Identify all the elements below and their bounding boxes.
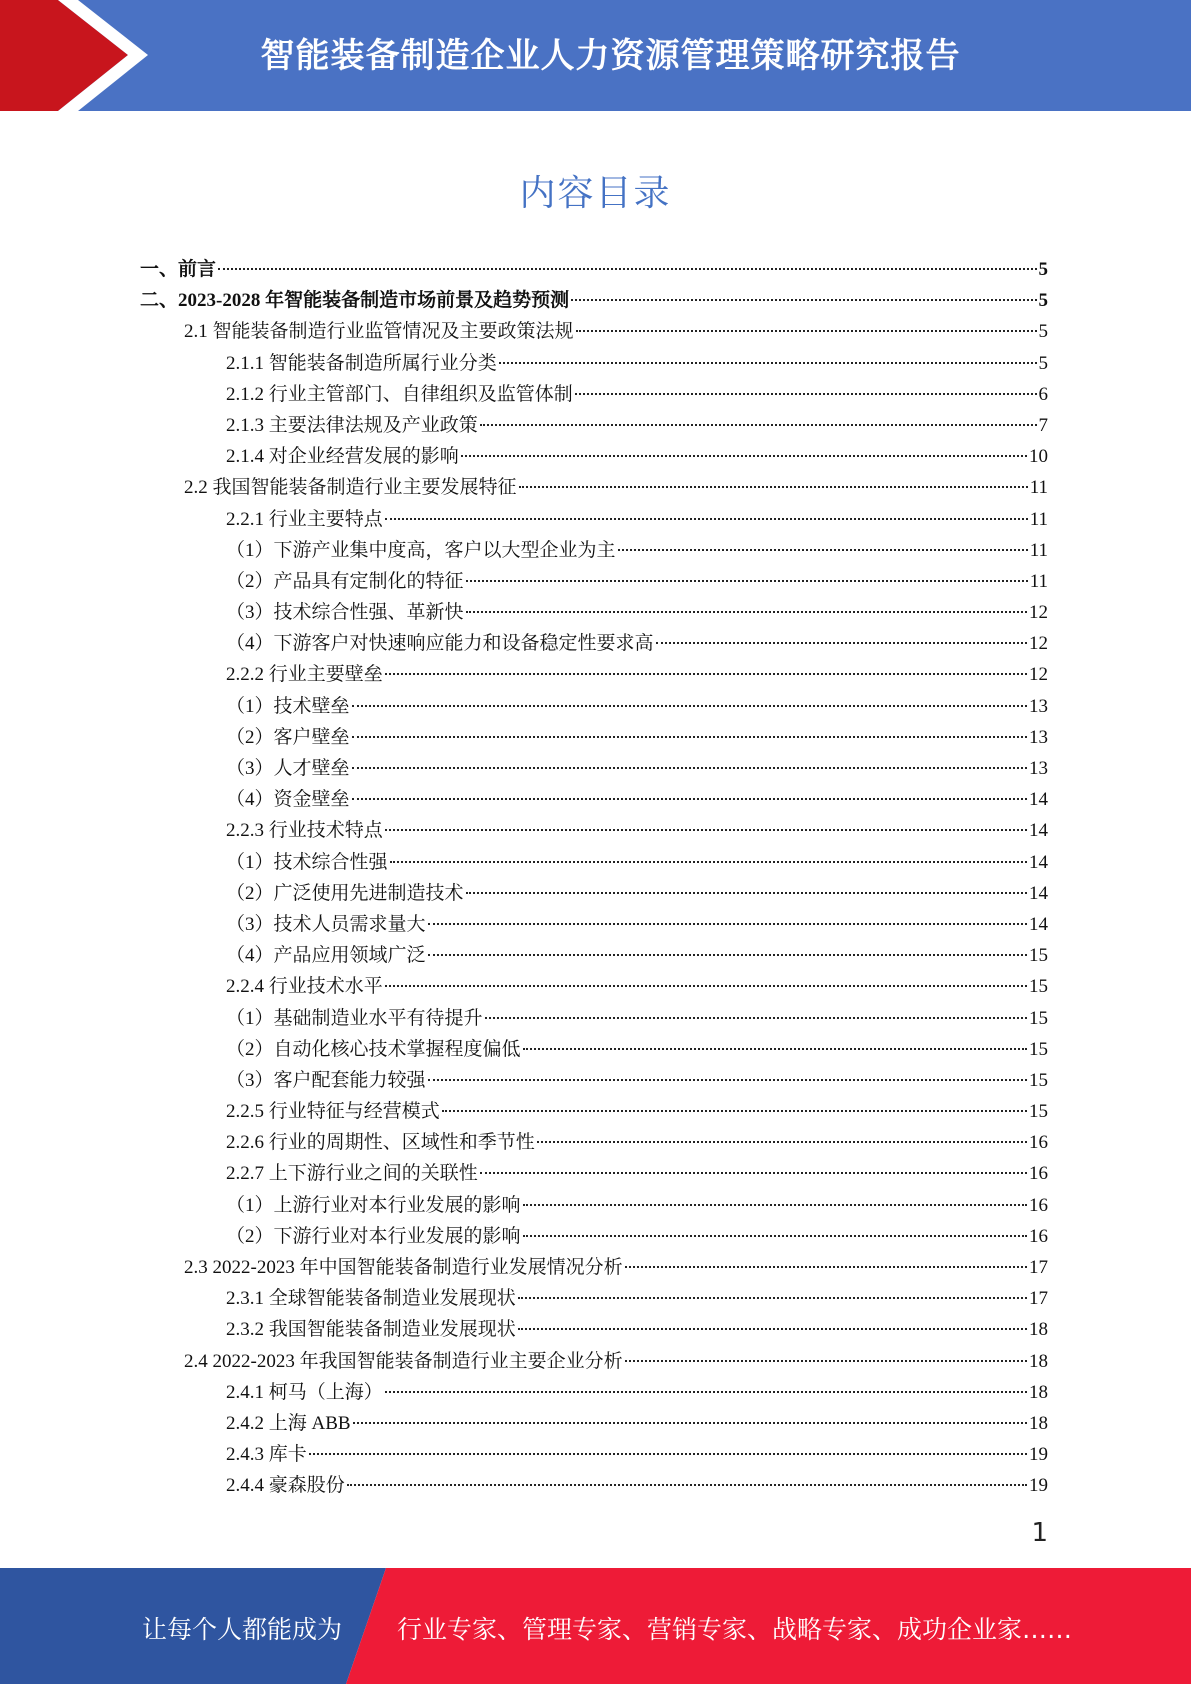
toc-entry-title: 2.3.1 全球智能装备制造业发展现状 [226, 1288, 516, 1310]
toc-dot-leader [656, 641, 1027, 644]
toc-dot-leader [466, 610, 1027, 613]
toc-entry[interactable] [140, 971, 1048, 1002]
toc-dot-leader [499, 361, 1037, 364]
toc-entry-title: 2.4.3 库卡 [226, 1444, 307, 1466]
toc-entry-page: 13 [1029, 758, 1048, 779]
toc-entry[interactable] [140, 659, 1048, 690]
toc-dot-leader [480, 423, 1037, 426]
toc-entry[interactable] [140, 1439, 1048, 1470]
toc-entry[interactable] [140, 815, 1048, 846]
table-of-contents [140, 254, 1048, 1502]
toc-entry-page: 17 [1029, 1288, 1048, 1310]
toc-entry-page: 13 [1029, 695, 1048, 717]
toc-entry-title: 2.2.3 行业技术特点 [226, 820, 383, 842]
toc-entry-title: （3）人才壁垒 [226, 758, 350, 779]
toc-entry-title: 2.1.4 对企业经营发展的影响 [226, 446, 459, 468]
toc-entry-title: 2.2 我国智能装备制造行业主要发展特征 [184, 477, 517, 499]
toc-entry[interactable] [140, 1003, 1048, 1034]
toc-entry-title: 2.2.2 行业主要壁垒 [226, 664, 383, 686]
toc-dot-leader [428, 922, 1027, 925]
toc-entry-page: 15 [1029, 976, 1048, 998]
toc-entry-title: （3）客户配套能力较强 [226, 1069, 426, 1091]
toc-entry-title: （4）产品应用领域广泛 [226, 945, 426, 967]
toc-entry[interactable] [140, 285, 1048, 316]
toc-entry-page: 18 [1029, 1319, 1048, 1341]
toc-entry-title: 一、前言 [140, 259, 217, 280]
toc-entry-title: （2）客户壁垒 [226, 726, 350, 748]
toc-entry-page: 5 [1038, 290, 1048, 312]
toc-dot-leader [485, 1016, 1027, 1019]
toc-entry[interactable] [140, 1408, 1048, 1439]
toc-entry[interactable] [140, 1470, 1048, 1501]
toc-dot-leader [309, 1452, 1027, 1455]
toc-entry[interactable] [140, 940, 1048, 971]
toc-dot-leader [218, 267, 1036, 270]
toc-dot-leader [618, 548, 1028, 551]
toc-entry-title: 2.1 智能装备制造行业监管情况及主要政策法规 [184, 321, 574, 343]
toc-entry[interactable] [140, 784, 1048, 815]
toc-dot-leader [428, 1078, 1027, 1081]
toc-entry-page: 7 [1038, 414, 1048, 436]
toc-dot-leader [385, 517, 1028, 520]
toc-dot-leader [385, 672, 1027, 675]
toc-entry[interactable] [140, 1314, 1048, 1345]
toc-entry[interactable] [140, 722, 1048, 753]
toc-dot-leader [385, 828, 1027, 831]
toc-entry[interactable] [140, 1127, 1048, 1158]
toc-entry-title: 二、2023-2028 年智能装备制造市场前景及趋势预测 [140, 290, 570, 312]
toc-dot-leader [576, 329, 1037, 332]
toc-dot-leader [428, 953, 1027, 956]
toc-entry-page: 18 [1029, 1412, 1048, 1434]
toc-entry-title: 2.4.1 柯马（上海） [226, 1381, 383, 1403]
toc-entry-title: 2.2.1 行业主要特点 [226, 508, 383, 530]
toc-entry-page: 18 [1029, 1381, 1048, 1403]
toc-entry[interactable] [140, 753, 1048, 784]
toc-entry[interactable] [140, 1346, 1048, 1377]
page-number: 1 [1031, 1518, 1048, 1548]
toc-entry-title: 2.4.2 上海 ABB [226, 1412, 351, 1434]
toc-entry[interactable] [140, 597, 1048, 628]
toc-dot-leader [625, 1265, 1027, 1268]
toc-entry-page: 16 [1029, 1225, 1048, 1247]
toc-entry[interactable] [140, 1096, 1048, 1127]
toc-entry[interactable] [140, 878, 1048, 909]
toc-entry[interactable] [140, 1190, 1048, 1221]
toc-entry-title: 2.4 2022-2023 年我国智能装备制造行业主要企业分析 [184, 1350, 623, 1372]
toc-entry[interactable] [140, 1283, 1048, 1314]
toc-entry-page: 6 [1038, 383, 1048, 405]
toc-entry[interactable] [140, 472, 1048, 503]
toc-entry-page: 16 [1029, 1132, 1048, 1154]
toc-dot-leader [575, 392, 1037, 395]
toc-entry[interactable] [140, 1158, 1048, 1189]
toc-dot-leader [352, 766, 1027, 769]
toc-entry-page: 13 [1029, 726, 1048, 748]
toc-entry-page: 14 [1029, 851, 1048, 873]
toc-entry-title: 2.2.4 行业技术水平 [226, 976, 383, 998]
toc-dot-leader [461, 454, 1027, 457]
toc-entry[interactable] [140, 691, 1048, 722]
toc-entry-title: （3）技术综合性强、革新快 [226, 602, 464, 624]
footer-slogan-right: 行业专家、管理专家、营销专家、战略专家、成功企业家…… [397, 1615, 1073, 1644]
toc-entry-title: （1）技术综合性强 [226, 851, 388, 873]
toc-dot-leader [347, 1483, 1027, 1486]
toc-entry[interactable] [140, 410, 1048, 441]
toc-dot-leader [352, 735, 1027, 738]
toc-entry-title: 2.2.6 行业的周期性、区域性和季节性 [226, 1132, 535, 1154]
toc-entry-title: （2）下游行业对本行业发展的影响 [226, 1225, 521, 1247]
toc-entry-page: 18 [1029, 1350, 1048, 1372]
toc-entry-title: 2.2.5 行业特征与经营模式 [226, 1101, 440, 1123]
page-header [0, 0, 1191, 111]
toc-entry[interactable] [140, 254, 1048, 285]
footer-slogan-left: 让每个人都能成为 [142, 1615, 343, 1644]
toc-heading: 内容目录 [519, 173, 672, 214]
toc-entry-page: 17 [1029, 1257, 1048, 1278]
toc-entry[interactable] [140, 348, 1048, 379]
toc-entry-title: （2）产品具有定制化的特征 [226, 570, 464, 592]
toc-entry-title: 2.3.2 我国智能装备制造业发展现状 [226, 1319, 516, 1341]
toc-dot-leader [625, 1359, 1027, 1362]
toc-entry-title: （4）资金壁垒 [226, 789, 350, 811]
toc-dot-leader [385, 984, 1027, 987]
toc-entry-title: 2.1.1 智能装备制造所属行业分类 [226, 352, 497, 374]
toc-entry-page: 19 [1029, 1475, 1048, 1497]
report-title: 智能装备制造企业人力资源管理策略研究报告 [260, 36, 961, 76]
toc-entry-page: 12 [1029, 664, 1048, 686]
toc-entry-title: （1）基础制造业水平有待提升 [226, 1007, 483, 1029]
toc-entry[interactable] [140, 566, 1048, 597]
toc-dot-leader [523, 1203, 1027, 1206]
toc-entry[interactable] [140, 1252, 1048, 1283]
page-footer [0, 1568, 1191, 1684]
toc-entry-title: 2.1.3 主要法律法规及产业政策 [226, 414, 478, 436]
toc-entry-title: 2.4.4 豪森股份 [226, 1475, 345, 1497]
toc-entry-page: 15 [1029, 1038, 1048, 1060]
toc-entry-page: 12 [1029, 602, 1048, 624]
toc-entry-title: 2.1.2 行业主管部门、自律组织及监管体制 [226, 383, 573, 405]
toc-entry-title: 2.3 2022-2023 年中国智能装备制造行业发展情况分析 [184, 1257, 623, 1278]
toc-entry-page: 16 [1029, 1194, 1048, 1216]
toc-dot-leader [385, 1390, 1027, 1393]
toc-dot-leader [466, 579, 1028, 582]
toc-entry-page: 11 [1029, 539, 1048, 561]
toc-entry-title: 2.2.7 上下游行业之间的关联性 [226, 1163, 478, 1185]
toc-entry-page: 14 [1029, 913, 1048, 935]
toc-entry[interactable] [140, 628, 1048, 659]
toc-entry-page: 11 [1029, 508, 1048, 530]
toc-dot-leader [352, 797, 1027, 800]
toc-entry[interactable] [140, 1034, 1048, 1065]
toc-entry-page: 14 [1029, 789, 1048, 811]
toc-dot-leader [518, 1327, 1027, 1330]
toc-dot-leader [352, 704, 1027, 707]
toc-dot-leader [390, 860, 1027, 863]
toc-entry-page: 5 [1038, 259, 1048, 280]
toc-entry-page: 15 [1029, 1007, 1048, 1029]
toc-entry[interactable] [140, 847, 1048, 878]
toc-entry[interactable] [140, 1221, 1048, 1252]
toc-entry[interactable] [140, 379, 1048, 410]
toc-dot-leader [480, 1171, 1027, 1174]
toc-entry[interactable] [140, 441, 1048, 472]
toc-dot-leader [466, 891, 1027, 894]
toc-entry-page: 11 [1029, 570, 1048, 592]
toc-dot-leader [523, 1047, 1027, 1050]
toc-entry-page: 14 [1029, 820, 1048, 842]
toc-entry-page: 15 [1029, 945, 1048, 967]
toc-entry-page: 12 [1029, 633, 1048, 655]
toc-entry-title: （3）技术人员需求量大 [226, 913, 426, 935]
toc-entry-page: 14 [1029, 882, 1048, 904]
toc-dot-leader [519, 485, 1028, 488]
toc-dot-leader [518, 1296, 1027, 1299]
toc-dot-leader [442, 1109, 1027, 1112]
toc-dot-leader [571, 298, 1036, 301]
toc-entry[interactable] [140, 909, 1048, 940]
toc-dot-leader [523, 1234, 1027, 1237]
toc-entry[interactable] [140, 504, 1048, 535]
toc-entry-title: （2）自动化核心技术掌握程度偏低 [226, 1038, 521, 1060]
toc-entry[interactable] [140, 1377, 1048, 1408]
toc-entry-title: （1）上游行业对本行业发展的影响 [226, 1194, 521, 1216]
toc-entry-page: 15 [1029, 1101, 1048, 1123]
toc-entry[interactable] [140, 1065, 1048, 1096]
toc-dot-leader [537, 1140, 1027, 1143]
toc-entry[interactable] [140, 535, 1048, 566]
toc-entry-page: 5 [1038, 352, 1048, 374]
toc-entry-page: 10 [1029, 446, 1048, 468]
toc-entry-page: 5 [1038, 321, 1048, 343]
toc-entry-title: （4）下游客户对快速响应能力和设备稳定性要求高 [226, 633, 654, 655]
toc-dot-leader [353, 1421, 1027, 1424]
toc-entry-title: （1）技术壁垒 [226, 695, 350, 717]
toc-entry-page: 19 [1029, 1444, 1048, 1466]
toc-entry-page: 15 [1029, 1069, 1048, 1091]
toc-entry-page: 16 [1029, 1163, 1048, 1185]
toc-entry-title: （2）广泛使用先进制造技术 [226, 882, 464, 904]
toc-entry-title: （1）下游产业集中度高，客户以大型企业为主 [226, 539, 616, 561]
toc-entry[interactable] [140, 316, 1048, 347]
toc-entry-page: 11 [1029, 477, 1048, 499]
